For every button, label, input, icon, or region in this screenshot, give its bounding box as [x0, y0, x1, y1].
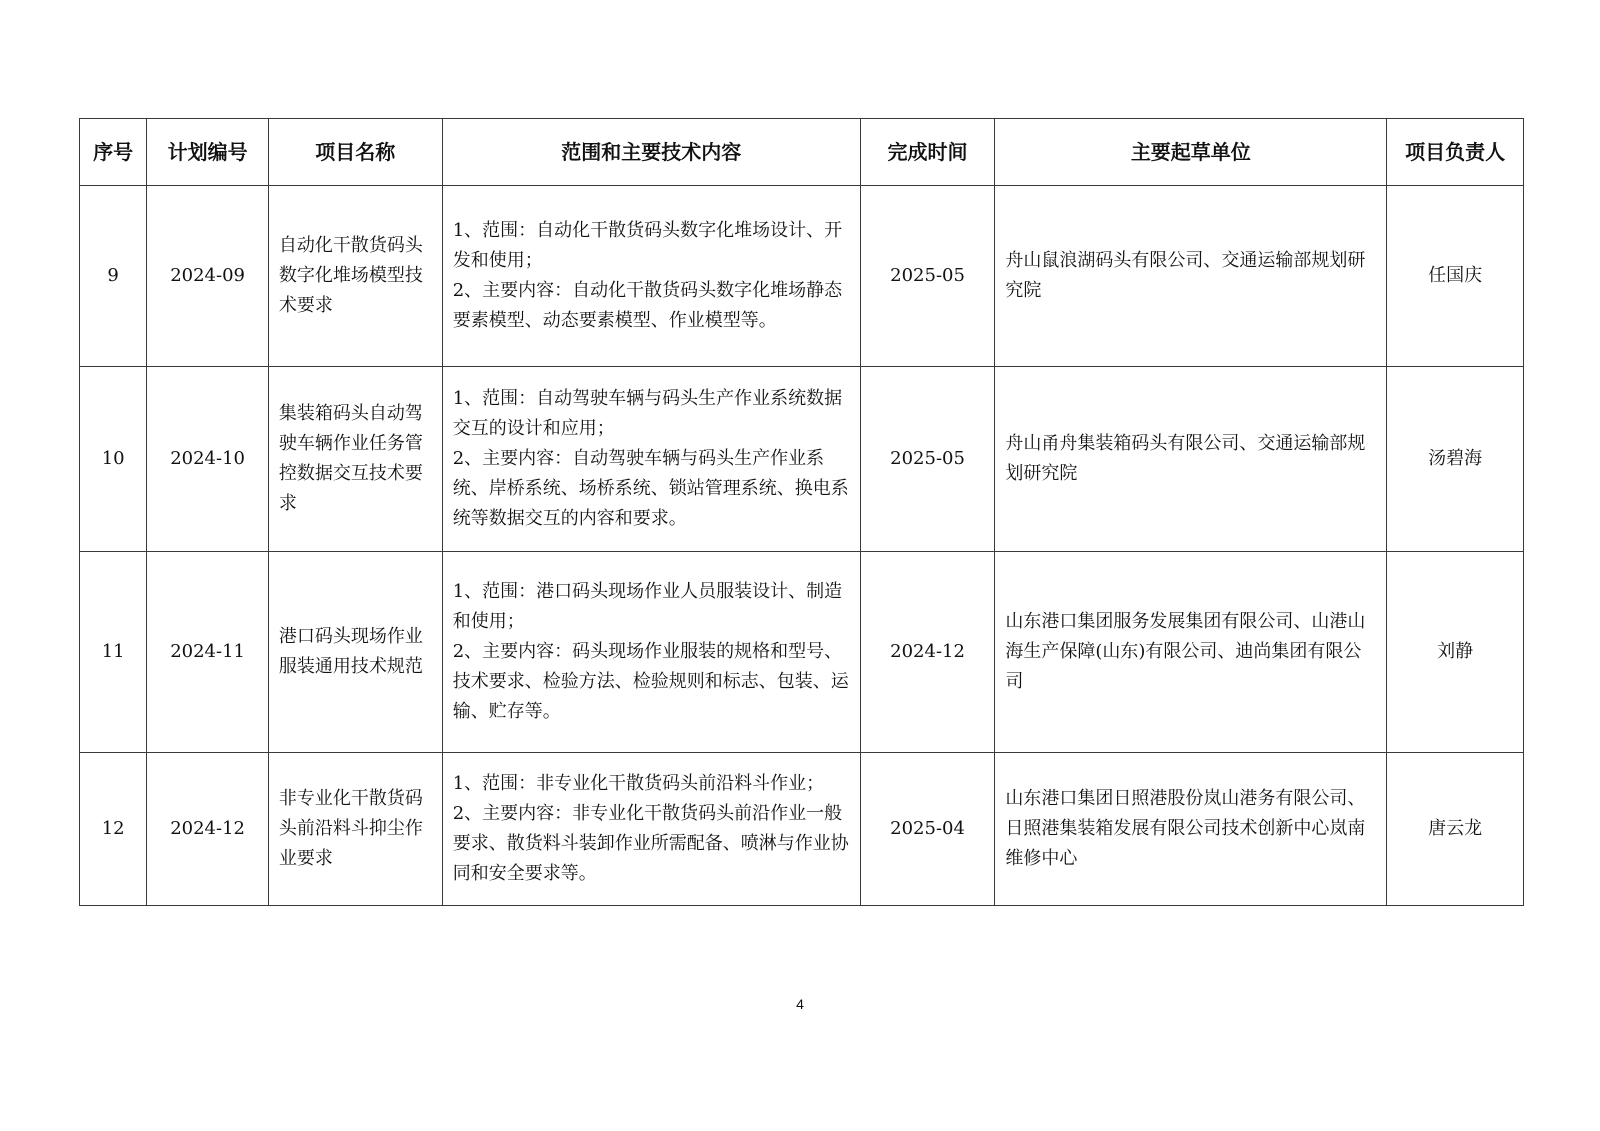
scope-line: 1、范围：港口码头现场作业人员服装设计、制造和使用；: [452, 581, 843, 632]
cell-finish-time: 2024-12: [860, 552, 995, 753]
table-row: [80, 753, 1524, 906]
page-number: 4: [796, 996, 804, 1012]
cell-project-name: 非专业化干散货码头前沿料斗抑尘作业要求: [268, 753, 442, 906]
cell-project-leader: 汤碧海: [1387, 367, 1524, 552]
cell-project-leader: 任国庆: [1387, 186, 1524, 367]
standards-plan-table: [79, 118, 1524, 906]
cell-drafting-units: 舟山鼠浪湖码头有限公司、交通运输部规划研究院: [995, 186, 1387, 367]
cell-drafting-units: 山东港口集团服务发展集团有限公司、山港山海生产保障(山东)有限公司、迪尚集团有限公司: [995, 552, 1387, 753]
cell-project-leader: 唐云龙: [1387, 753, 1524, 906]
scope-line: 1、范围：自动化干散货码头数字化堆场设计、开发和使用；: [452, 220, 843, 271]
cell-finish-time: 2025-05: [860, 367, 995, 552]
cell-scope-content: [442, 367, 860, 552]
cell-seq: 11: [80, 552, 147, 753]
cell-finish-time: 2025-04: [860, 753, 995, 906]
cell-project-leader: 刘静: [1387, 552, 1524, 753]
cell-scope-content: [442, 186, 860, 367]
cell-seq: 10: [80, 367, 147, 552]
content-line: 2、主要内容：自动化干散货码头数字化堆场静态要素模型、动态要素模型、作业模型等。: [452, 280, 843, 331]
header-project-leader: 项目负责人: [1387, 119, 1524, 186]
cell-plan-no: 2024-09: [147, 186, 269, 367]
cell-plan-no: 2024-12: [147, 753, 269, 906]
table-row: [80, 186, 1524, 367]
table-row: [80, 367, 1524, 552]
cell-project-name: 港口码头现场作业服装通用技术规范: [268, 552, 442, 753]
table-row: [80, 552, 1524, 753]
cell-scope-content: [442, 753, 860, 906]
cell-seq: 9: [80, 186, 147, 367]
header-project-name: 项目名称: [268, 119, 442, 186]
cell-project-name: 自动化干散货码头数字化堆场模型技术要求: [268, 186, 442, 367]
cell-seq: 12: [80, 753, 147, 906]
table-header-row: [80, 119, 1524, 186]
cell-project-name: 集装箱码头自动驾驶车辆作业任务管控数据交互技术要求: [268, 367, 442, 552]
content-line: 2、主要内容：自动驾驶车辆与码头生产作业系统、岸桥系统、场桥系统、锁站管理系统、换电系统等数据交互的内容和要求。: [452, 448, 849, 529]
content-line: 2、主要内容：码头现场作业服装的规格和型号、技术要求、检验方法、检验规则和标志、包装、运输、贮存等。: [452, 641, 849, 722]
header-scope-content: 范围和主要技术内容: [442, 119, 860, 186]
cell-drafting-units: 舟山甬舟集装箱码头有限公司、交通运输部规划研究院: [995, 367, 1387, 552]
header-plan-no: 计划编号: [147, 119, 269, 186]
cell-drafting-units: 山东港口集团日照港股份岚山港务有限公司、日照港集装箱发展有限公司技术创新中心岚南维修中心: [995, 753, 1387, 906]
header-seq: 序号: [80, 119, 147, 186]
cell-plan-no: 2024-11: [147, 552, 269, 753]
scope-line: 1、范围：非专业化干散货码头前沿料斗作业；: [452, 773, 825, 794]
content-line: 2、主要内容：非专业化干散货码头前沿作业一般要求、散货料斗装卸作业所需配备、喷淋与作业协同和安全要求等。: [452, 803, 849, 884]
scope-line: 1、范围：自动驾驶车辆与码头生产作业系统数据交互的设计和应用；: [452, 388, 843, 439]
cell-plan-no: 2024-10: [147, 367, 269, 552]
cell-finish-time: 2025-05: [860, 186, 995, 367]
cell-scope-content: [442, 552, 860, 753]
header-drafting-units: 主要起草单位: [995, 119, 1387, 186]
header-finish-time: 完成时间: [860, 119, 995, 186]
